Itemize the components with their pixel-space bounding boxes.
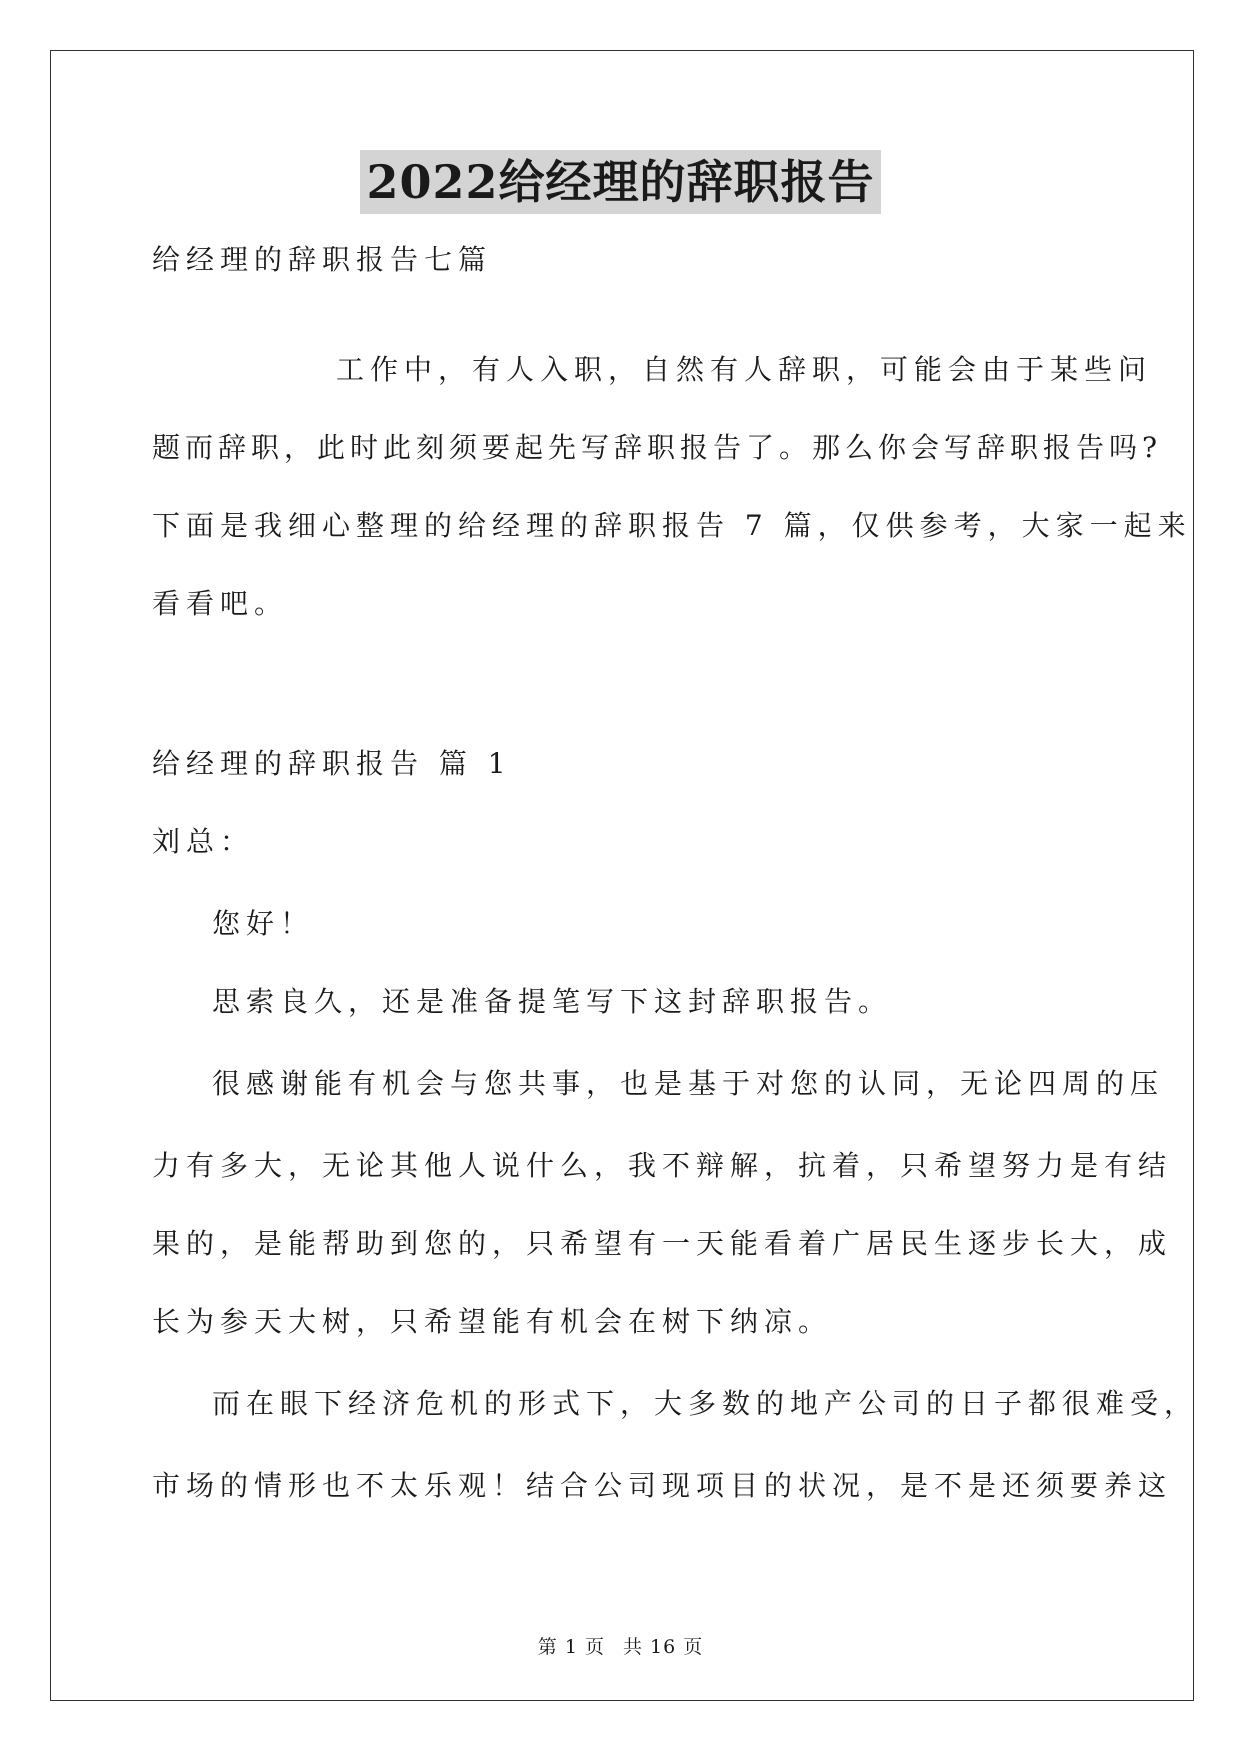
body-line: 工作中，有人入职，自然有人辞职，可能会由于某些问 bbox=[336, 353, 1153, 386]
section-heading: 给经理的辞职报告 篇 1 bbox=[152, 747, 512, 780]
body-line: 下面是我细心整理的给经理的辞职报告 7 篇，仅供参考，大家一起来 bbox=[152, 509, 1192, 542]
page-total: 共 16 页 bbox=[622, 1636, 704, 1658]
body-line: 很感谢能有机会与您共事，也是基于对您的认同，无论四周的压 bbox=[212, 1067, 1165, 1100]
subtitle-line: 给经理的辞职报告七篇 bbox=[152, 243, 493, 276]
body-line: 果的，是能帮助到您的，只希望有一天能看着广居民生逐步长大，成 bbox=[152, 1227, 1173, 1260]
document-title: 2022给经理的辞职报告 bbox=[360, 150, 880, 214]
body-line: 长为参天大树，只希望能有机会在树下纳凉。 bbox=[152, 1305, 833, 1338]
body-line: 而在眼下经济危机的形式下，大多数的地产公司的日子都很难受， bbox=[212, 1387, 1199, 1420]
body-line: 市场的情形也不太乐观！结合公司现项目的状况，是不是还须要养这 bbox=[152, 1469, 1173, 1502]
body-line: 看看吧。 bbox=[152, 587, 289, 620]
title-container bbox=[0, 150, 1241, 214]
body-line: 力有多大，无论其他人说什么，我不辩解，抗着，只希望努力是有结 bbox=[152, 1149, 1173, 1182]
greeting: 您好！ bbox=[212, 907, 315, 940]
body-line: 题而辞职，此时此刻须要起先写辞职报告了。那么你会写辞职报告吗? bbox=[152, 431, 1163, 464]
salutation: 刘总： bbox=[152, 825, 255, 858]
body-line: 思索良久，还是准备提笔写下这封辞职报告。 bbox=[212, 985, 893, 1018]
page-border bbox=[50, 50, 1194, 1701]
page-footer bbox=[0, 1632, 1241, 1659]
page-number: 第 1 页 bbox=[537, 1636, 605, 1658]
